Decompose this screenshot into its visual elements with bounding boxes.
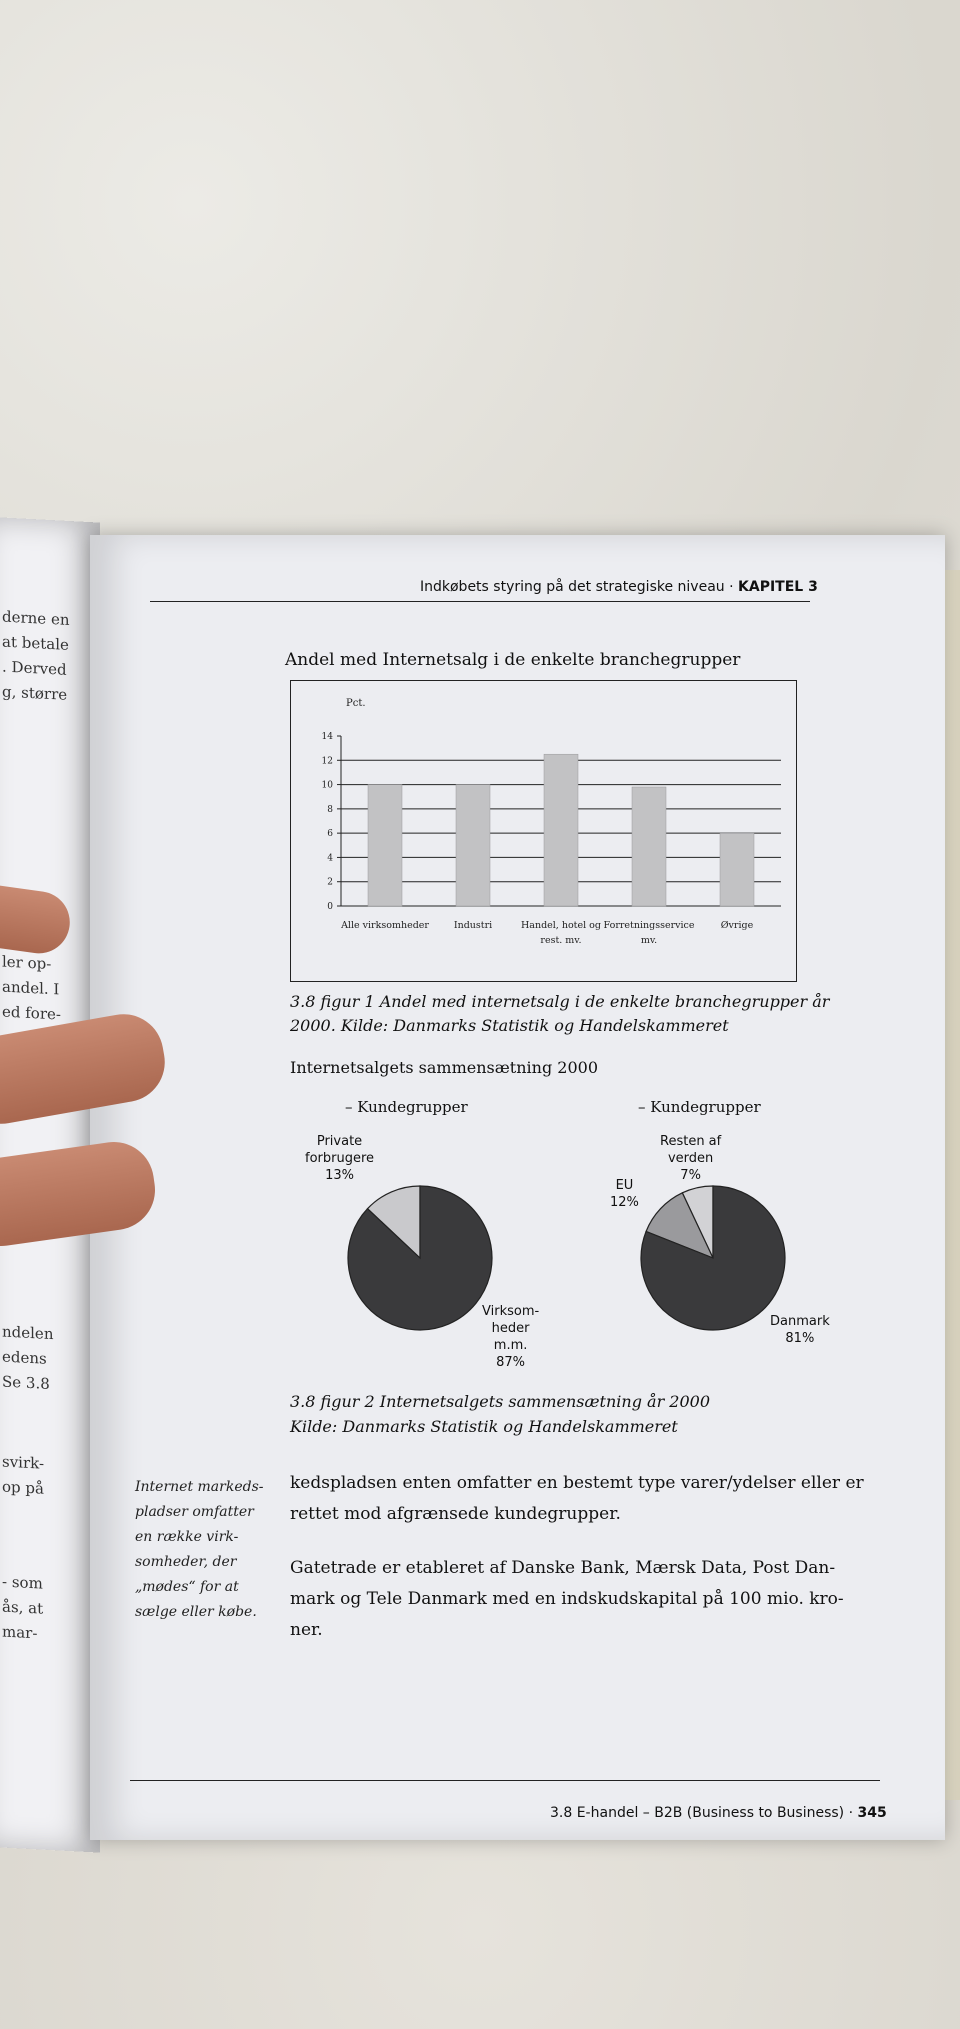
figure2-caption-line2: Kilde: Danmarks Statistik og Handelskammeret <box>290 1417 678 1436</box>
left-page-text: edens <box>2 1347 47 1368</box>
x-category-label: mv. <box>640 935 658 946</box>
pie-label-private: Private forbrugere 13% <box>305 1134 375 1183</box>
y-tick-label: 10 <box>321 780 333 791</box>
x-category-label: rest. mv. <box>540 935 582 946</box>
body-paragraph-2: Gatetrade er etableret af Danske Bank, Mærsk Data, Post Dan- mark og Tele Danmark med en indskudskapital på 100 mio. kro- ner. <box>290 1558 844 1640</box>
figure2-caption-line1: 3.8 figur 2 Internetsalgets sammensætning år 2000 <box>290 1392 711 1411</box>
y-tick-label: 14 <box>321 732 333 742</box>
left-page-text: svirk- <box>2 1452 45 1473</box>
bar <box>720 833 754 906</box>
footer-section: 3.8 E-handel – B2B (Business to Business) <box>550 1805 845 1821</box>
bar-chart-frame <box>290 680 797 982</box>
left-page-text: at betale <box>2 632 69 654</box>
left-page-text: ndelen <box>2 1322 54 1344</box>
y-axis-unit: Pct. <box>346 698 366 709</box>
bar <box>632 787 666 906</box>
left-page-text: ler op- <box>2 952 52 974</box>
figure2-title: Internetsalgets sammensætning 2000 <box>290 1058 598 1077</box>
running-head-chapter: KAPITEL 3 <box>738 579 818 595</box>
pie-chart-regions <box>638 1183 788 1333</box>
pie-label-denmark: Danmark 81% <box>770 1314 830 1346</box>
footer-rule <box>130 1780 880 1781</box>
page-footer <box>550 1805 887 1821</box>
y-tick-label: 2 <box>327 877 333 888</box>
page-number: 345 <box>857 1805 887 1821</box>
pie-label-rest-of-world: Resten af verden 7% <box>660 1134 722 1183</box>
left-page-text: op på <box>2 1477 44 1498</box>
left-page-text: ed fore- <box>2 1002 61 1024</box>
margin-note: Internet markeds- pladser omfatter en række virk- somheder, der „mødes“ for at sælge eller købe. <box>135 1479 264 1620</box>
pie-chart-customer-groups <box>345 1183 495 1333</box>
bar-chart <box>291 681 796 981</box>
left-page-text: derne en <box>2 607 70 630</box>
figure1-title: Andel med Internetsalg i de enkelte branchegrupper <box>285 650 741 670</box>
bar <box>544 754 578 906</box>
bar <box>368 785 402 906</box>
left-page-text: mar- <box>2 1622 38 1643</box>
bar <box>456 785 490 906</box>
x-category-label: Øvrige <box>720 920 754 931</box>
body-paragraph-1: kedspladsen enten omfatter en bestemt type varer/ydelser eller er rettet mod afgrænsede kundegrupper. <box>290 1473 864 1524</box>
left-page-text: andel. I <box>2 977 60 999</box>
y-tick-label: 12 <box>321 756 333 767</box>
left-page-text: - som <box>2 1572 43 1593</box>
x-category-label: Alle virksomheder <box>341 920 429 931</box>
x-category-label: Forretningsservice <box>603 920 695 931</box>
pie-left-subtitle: – Kundegrupper <box>345 1098 468 1116</box>
x-category-label: Handel, hotel og <box>521 920 601 931</box>
footer-separator: · <box>848 1805 858 1821</box>
left-page-text: . Derved <box>2 657 67 679</box>
running-head-separator: · <box>729 579 739 595</box>
pie-right-subtitle: – Kundegrupper <box>638 1098 761 1116</box>
y-tick-label: 0 <box>327 902 333 912</box>
running-head-title: Indkøbets styring på det strategiske niveau <box>420 579 725 595</box>
running-head <box>420 579 818 595</box>
left-page-text: ås, at <box>2 1597 44 1618</box>
left-page-text: g, større <box>2 682 68 704</box>
y-tick-label: 6 <box>327 829 333 840</box>
figure1-caption-line1: 3.8 figur 1 Andel med internetsalg i de enkelte branchegrupper år <box>290 992 830 1011</box>
book-page <box>90 535 945 1840</box>
figure1-caption-line2: 2000. Kilde: Danmarks Statistik og Handelskammeret <box>290 1016 729 1035</box>
y-tick-label: 8 <box>327 804 333 815</box>
x-category-label: Industri <box>453 920 493 931</box>
header-rule <box>150 601 810 602</box>
pie-label-companies: Virksom- heder m.m. 87% <box>482 1304 540 1370</box>
y-tick-label: 4 <box>327 853 333 864</box>
pie-label-eu: EU 12% <box>610 1178 639 1210</box>
left-page-text: Se 3.8 <box>2 1372 50 1393</box>
